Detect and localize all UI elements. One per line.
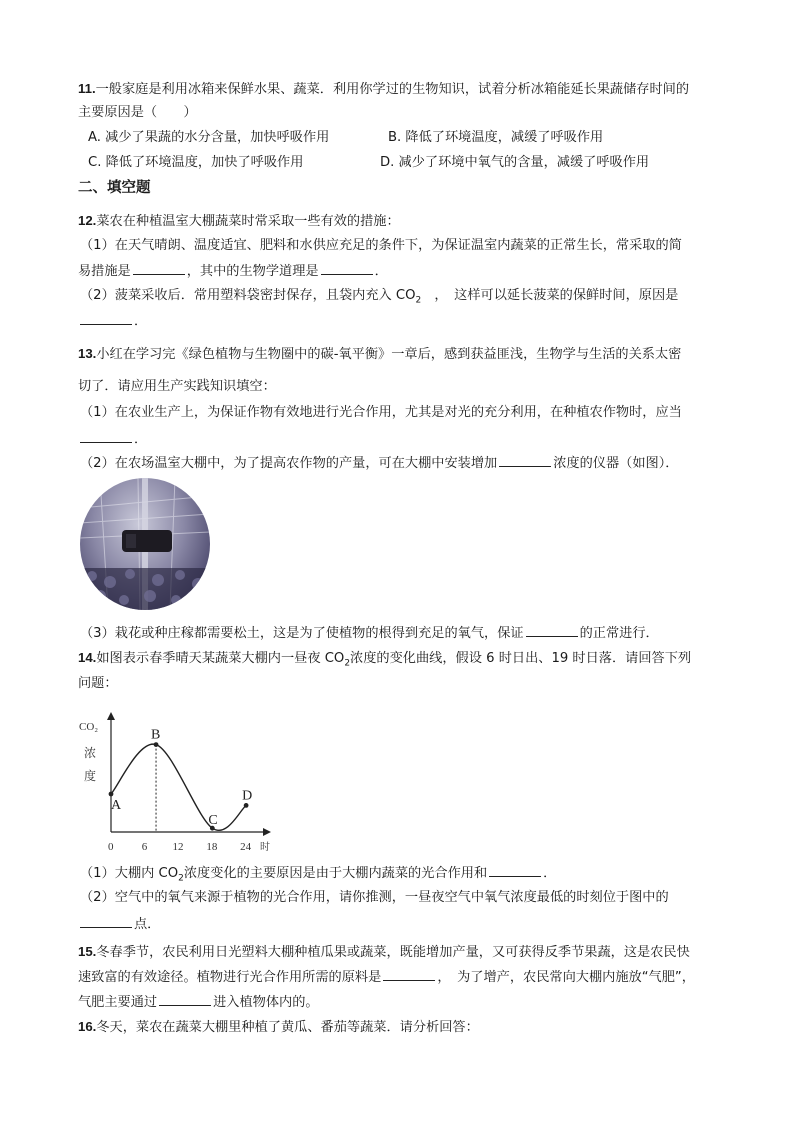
q11-line2: 主要原因是（ ） bbox=[78, 105, 197, 120]
point-a bbox=[109, 792, 114, 797]
q13-line1: 13.小红在学习完《绿色植物与生物圈中的碳-氧平衡》一章后，感到获益匪浅，生物学与生活的关系太密 bbox=[78, 346, 682, 362]
q15-number: 15. bbox=[78, 944, 97, 959]
q12-part2-line2: ． bbox=[78, 312, 147, 331]
q16-line1: 16.冬天，菜农在蔬菜大棚里种植了黄瓜、番茄等蔬菜．请分析回答： bbox=[78, 1019, 479, 1035]
q13-part1-line1: （1）在农业生产上，为保证作物有效地进行光合作用，尤其是对光的充分利用，在种植农作物时，应当 bbox=[80, 405, 682, 420]
y-axis-arrow bbox=[107, 712, 115, 720]
section-heading-fill-in: 二、填空题 bbox=[78, 180, 151, 196]
co2-chart-svg bbox=[78, 712, 278, 857]
q12-part1-line2: 易措施是 ，其中的生物学道理是 ． bbox=[78, 264, 388, 279]
answer-blank[interactable] bbox=[133, 262, 185, 275]
q14-part1: （1）大棚内 $CO_2$浓度变化的主要原因是由于大棚内蔬菜的光合作用和 ． bbox=[80, 866, 557, 884]
point-label-c: C bbox=[208, 813, 218, 829]
q14-number: 14. bbox=[78, 650, 97, 665]
answer-blank[interactable] bbox=[383, 968, 435, 981]
q12-part2-line1: （2）菠菜采收后．常用塑料袋密封保存，且袋内充入 $CO_2$ ， 这样可以延长菠菜的保鲜时间，原因是 bbox=[80, 288, 679, 306]
point-d bbox=[244, 803, 249, 808]
answer-blank[interactable] bbox=[80, 915, 132, 928]
answer-blank[interactable] bbox=[526, 624, 578, 637]
x-tick-label-3: 18 bbox=[206, 841, 218, 853]
q11-line1: 11.一般家庭是利用冰箱来保鲜水果、蔬菜．利用你学过的生物知识，试着分析冰箱能延长果蔬储存时间的 bbox=[78, 81, 690, 97]
q16-number: 16. bbox=[78, 1019, 97, 1034]
x-tick-label-0: 0 bbox=[108, 841, 114, 853]
q12-part1-line1: （1）在天气晴朗、温度适宜、肥料和水供应充足的条件下，为保证温室内蔬菜的正常生长，常采取的简 bbox=[80, 238, 682, 253]
answer-blank[interactable] bbox=[321, 262, 373, 275]
q12-number: 12. bbox=[78, 213, 97, 228]
q15-line2: 速致富的有效途径。植物进行光合作用所需的原料是 ， 为了增产，农民常向大棚内施放“气肥”， bbox=[78, 970, 695, 985]
q11-number: 11. bbox=[78, 81, 96, 96]
x-axis-label: 时 bbox=[260, 842, 270, 853]
q13-line2: 切了．请应用生产实践知识填空： bbox=[78, 379, 276, 394]
q15-line3: 气肥主要通过 进入植物体内的。 bbox=[78, 995, 319, 1010]
q14-line2: 问题： bbox=[78, 676, 118, 691]
y-axis-label-char-2: 度 bbox=[84, 769, 97, 783]
q11-option-a: A. 减少了果蔬的水分含量，加快呼吸作用 bbox=[88, 130, 330, 145]
answer-blank[interactable] bbox=[80, 430, 132, 443]
q11-option-b: B. 降低了环境温度，减缓了呼吸作用 bbox=[388, 130, 604, 145]
q11-option-c: C. 降低了环境温度，加快了呼吸作用 bbox=[88, 155, 304, 170]
greenhouse-photo-drawing bbox=[80, 478, 210, 610]
co2-concentration-chart bbox=[78, 712, 278, 861]
q13-part2: （2）在农场温室大棚中，为了提高农作物的产量，可在大棚中安装增加 浓度的仪器（如图）． bbox=[80, 456, 679, 471]
x-axis-arrow bbox=[263, 828, 271, 836]
answer-blank[interactable] bbox=[159, 993, 211, 1006]
answer-blank[interactable] bbox=[80, 312, 132, 325]
answer-blank[interactable] bbox=[489, 864, 541, 877]
q11-option-d: D. 减少了环境中氧气的含量，减缓了呼吸作用 bbox=[380, 155, 650, 170]
point-label-d: D bbox=[242, 788, 253, 804]
x-tick-label-1: 6 bbox=[141, 841, 148, 853]
x-tick-label-4: 24 bbox=[240, 841, 252, 853]
x-tick-label-2: 12 bbox=[172, 841, 184, 853]
q12-stem: 12.菜农在种植温室大棚蔬菜时常采取一些有效的措施： bbox=[78, 213, 400, 229]
q15-line1: 15.冬春季节，农民利用日光塑料大棚种植瓜果或蔬菜，既能增加产量，又可获得反季节果蔬，这是农民快 bbox=[78, 944, 690, 960]
q14-part2-line2: 点． bbox=[78, 915, 160, 934]
co2-curve bbox=[111, 744, 246, 830]
point-label-b: B bbox=[151, 727, 161, 743]
answer-blank[interactable] bbox=[499, 454, 551, 467]
q13-part1-line2: ． bbox=[78, 430, 147, 449]
greenhouse-co2-device-photo bbox=[80, 478, 210, 610]
point-b bbox=[154, 742, 159, 747]
q13-part3: （3）栽花或种庄稼都需要松土，这是为了使植物的根得到充足的氧气，保证 的正常进行． bbox=[80, 626, 659, 641]
q13-number: 13. bbox=[78, 346, 97, 361]
q14-line1: 14.如图表示春季晴天某蔬菜大棚内一昼夜 $CO_2$浓度的变化曲线，假设 6 时日出、19 时日落．请回答下列 bbox=[78, 650, 692, 669]
y-axis-label-co2: CO₂ bbox=[79, 721, 99, 733]
y-axis-label-char-1: 浓 bbox=[84, 746, 97, 760]
point-label-a: A bbox=[111, 798, 122, 813]
q14-part2-line1: （2）空气中的氧气来源于植物的光合作用，请你推测，一昼夜空气中氧气浓度最低的时刻位于图中的 bbox=[80, 890, 669, 905]
